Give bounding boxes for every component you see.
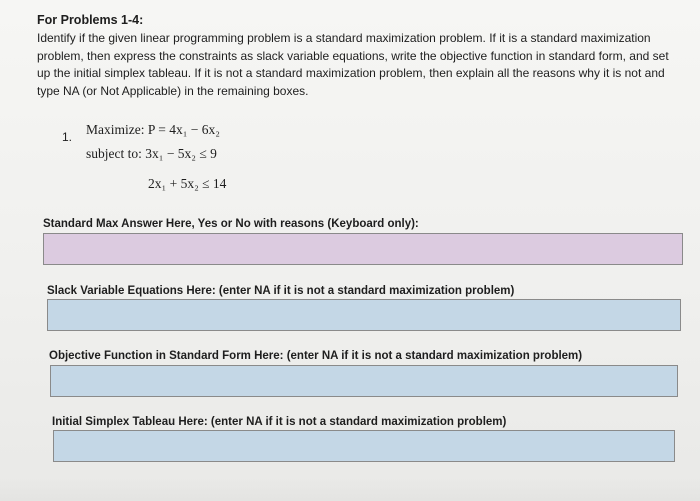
slack-equations-label: Slack Variable Equations Here: (enter NA if it is not a standard maximization problem) [47, 285, 515, 297]
slack-equations-answer-box[interactable] [47, 299, 681, 331]
objective-statement: Maximize: P = 4x₁ − 6x₂ [86, 122, 221, 137]
constraint-1: subject to: 3x₁ − 5x₂ ≤ 9 [86, 146, 217, 161]
page-bottom-edge [0, 478, 700, 501]
simplex-tableau-answer-box[interactable] [53, 430, 675, 462]
objective-function-answer-box[interactable] [50, 365, 678, 397]
problem-number: 1. [62, 130, 73, 144]
simplex-tableau-label: Initial Simplex Tableau Here: (enter NA if it is not a standard maximization problem) [52, 416, 507, 428]
instructions-text: Identify if the given linear programming problem is a standard maximization problem. If it is a standard maximization problem, then express the constraints as slack variable equations, write the objective function in standard form, and set up the initial simplex tableau. If it is not a standard maximization problem, then explain all the reasons why it is not and type NA (or Not Applicable) in the remaining boxes. [37, 31, 669, 98]
standard-max-answer-box[interactable] [43, 233, 683, 265]
constraint-2: 2x₁ + 5x₂ ≤ 14 [148, 176, 227, 191]
standard-max-label: Standard Max Answer Here, Yes or No with reasons (Keyboard only): [43, 218, 419, 230]
problems-heading: For Problems 1-4: [37, 13, 144, 27]
objective-function-label: Objective Function in Standard Form Here: (enter NA if it is not a standard maximization problem) [49, 350, 583, 362]
